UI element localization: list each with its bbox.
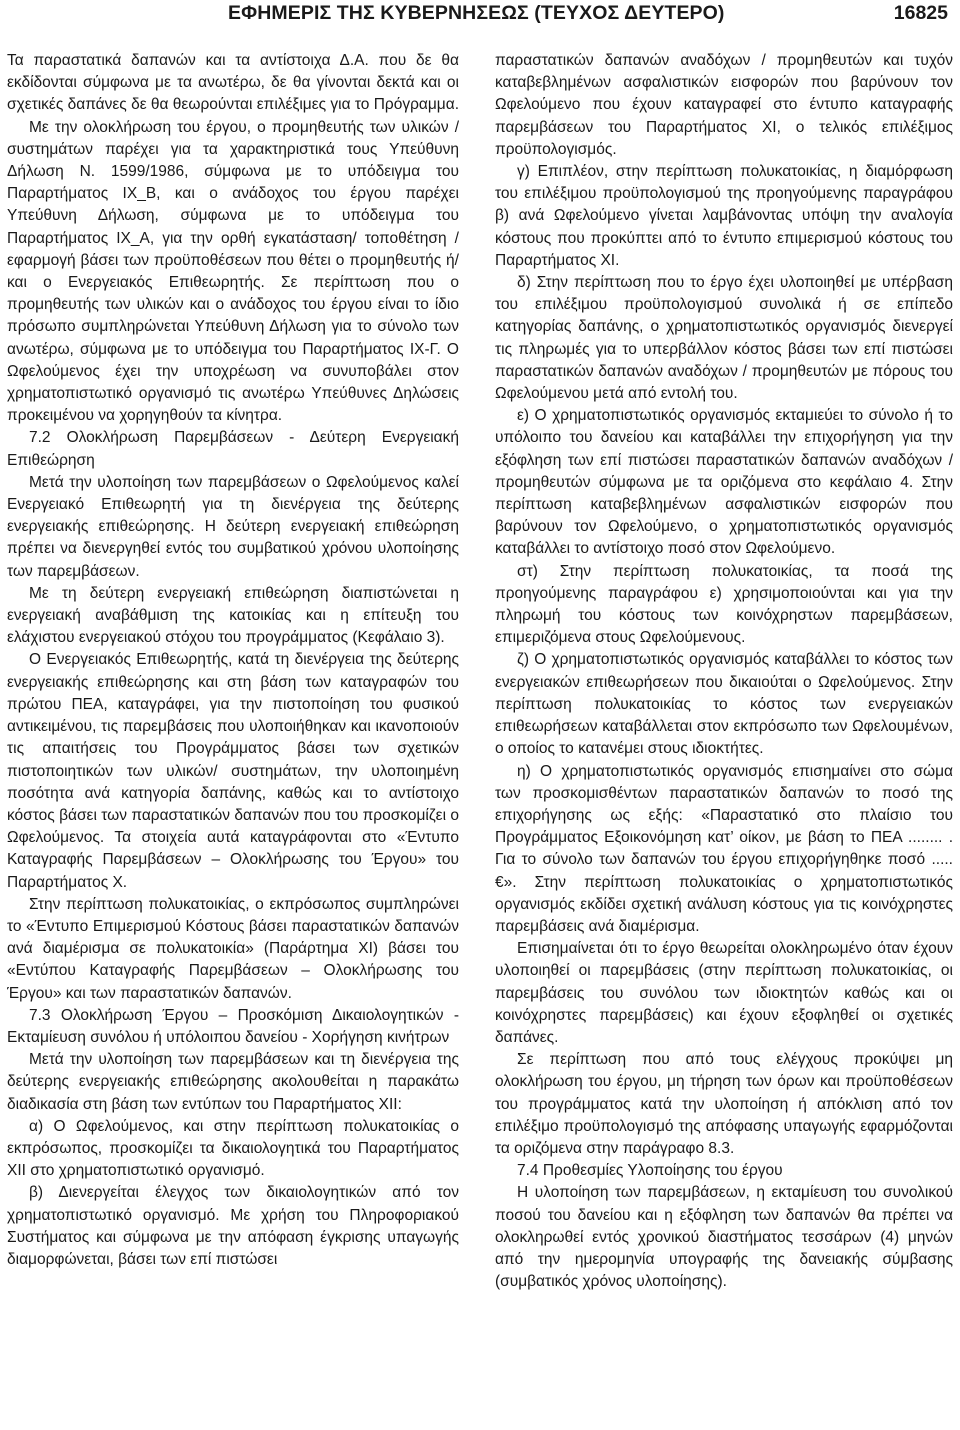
paragraph: Η υλοποίηση των παρεμβάσεων, η εκταμίευση του συνολικού ποσού του δανείου και η εξόφληση των δαπανών θα πρέπει να ολοκληρωθεί εντός χρονικού διαστήματος τεσσάρων (4) μηνών από την ημερομηνία υπογραφής της δανειακής σύμβασης (συμβατικός χρόνος υλοποίησης). (495, 1184, 953, 1291)
list-item-z: ζ) Ο χρηματοπιστωτικός οργανισμός καταβάλλει το κόστος των ενεργειακών επιθεωρήσεων που δικαιούται ο Ωφελούμενος. Στην περίπτωση πολυκατοικίας το κόστος των ενεργειακών επιθεωρήσεων καταβάλλεται στον εκπρόσωπο των Ωφελουμένων, ο οποίος το κατανέμει στους ιδιοκτήτες. (495, 651, 953, 758)
paragraph: Μετά την υλοποίηση των παρεμβάσεων ο Ωφελούμενος καλεί Ενεργειακό Επιθεωρητή για τη διενέργεια της δεύτερης ενεργειακής επιθεώρησης. Η δεύτερη ενεργειακή επιθεώρηση πρέπει να διενεργηθεί εντός του συμβατικού χρόνου υλοποίησης των παρεμβάσεων. (7, 473, 459, 580)
page-header (0, 0, 960, 44)
left-column (7, 50, 459, 1426)
list-item-b: β) Διενεργείται έλεγχος των δικαιολογητικών από τον χρηματοπιστωτικό οργανισμό. Με χρήση του Πληροφοριακού Συστήματος και σύμφωνα με την απόφαση έγκρισης υπαγωγής διαμορφώνεται, βάσει των επί πιστώσει (7, 1184, 459, 1268)
page-number: 16825 (893, 2, 948, 24)
list-item-e: ε) Ο χρηματοπιστωτικός οργανισμός εκταμιεύει το σύνολο ή το υπόλοιπο του δανείου και καταβάλλει την επιχορήγηση για την εξόφληση των επί πιστώσει παραστατικών δαπανών αναδόχων / προμηθευτών σύμφωνα με τα οριζόμενα στο κεφάλαιο 4. Στην περίπτωση καταβεβλημένων ασφαλιστικών εισφορών που βαρύνουν τον Ωφελούμενο, ο χρηματοπιστωτικός οργανισμός καταβάλλει το αντίστοιχο ποσό στον Ωφελούμενο. (495, 407, 953, 558)
section-heading-7-3: 7.3 Ολοκλήρωση Έργου – Προσκόμιση Δικαιολογητικών - Εκταμίευση συνόλου ή υπόλοιπου δανείου - Χορήγηση κινήτρων (7, 1006, 459, 1046)
paragraph: Με την ολοκλήρωση του έργου, ο προμηθευτής των υλικών / συστημάτων παρέχει για τα χαρακτηριστικά τους Υπεύθυνη Δήλωση Ν. 1599/1986, σύμφωνα με το υπόδειγμα του Παραρτήματος ΙΧ_Β, και ο ανάδοχος του έργου παρέχει Υπεύθυνη Δήλωση, σύμφωνα με το υπόδειγμα του Παραρτήματος ΙΧ_Α, για την ορθή εγκατάσταση/ τοποθέτηση / εφαρμογή βάσει των προϋποθέσεων που θέτει ο προμηθευτής ή/και ο Ενεργειακός Επιθεωρητής. Σε περίπτωση που ο προμηθευτής των υλικών και ο ανάδοχος του έργου είναι το ίδιο πρόσωπο συμπληρώνεται Υπεύθυνη Δήλωση για το σύνολο των ανωτέρω, σύμφωνα με το υπόδειγμα του Παραρτήματος ΙΧ-Γ. Ο Ωφελούμενος έχει την υποχρέωση να συνυποβάλει στον χρηματοπιστωτικό οργανισμό τις ανωτέρω Υπεύθυνες Δηλώσεις προκειμένου να χορηγηθούν τα κίνητρα. (7, 118, 459, 425)
list-item-c: γ) Επιπλέον, στην περίπτωση πολυκατοικίας, η διαμόρφωση του επιλέξιμου προϋπολογισμού της προηγούμενης παραγράφου β) ανά Ωφελούμενο γίνεται λαμβάνοντας υπόψη την αναλογία κόστους που προκύπτει από το έντυπο επιμερισμού κόστους του Παραρτήματος ΧΙ. (495, 163, 953, 269)
section-heading-7-4: 7.4 Προθεσμίες Υλοποίησης του έργου (517, 1162, 783, 1180)
paragraph: Με τη δεύτερη ενεργειακή επιθεώρηση διαπιστώνεται η ενεργειακή αναβάθμιση της κατοικίας και η επίτευξη του ελάχιστου ενεργειακού στόχου του προγράμματος (Κεφάλαιο 3). (7, 584, 459, 647)
paragraph: παραστατικών δαπανών αναδόχων / προμηθευτών και τυχόν καταβεβλημένων ασφαλιστικών εισφορών που βαρύνουν τον Ωφελούμενο που έχουν καταγραφεί στο έντυπο καταγραφής παρεμβάσεων του Παραρτήματος ΧΙ, ο τελικός επιλέξιμος προϋπολογισμός. (495, 52, 953, 158)
list-item-d: δ) Στην περίπτωση που το έργο έχει υλοποιηθεί με υπέρβαση του επιλέξιμου προϋπολογισμού συνολικά ή σε επίπεδο κατηγορίας δαπάνης, ο χρηματοπιστωτικός οργανισμός διενεργεί τις πληρωμές για το υπερβάλλον κόστος βάσει των επί πιστώσει παραστατικών δαπανών αναδόχων / προμηθευτών με πόρους του Ωφελούμενου μετά από εντολή του. (495, 274, 953, 403)
paragraph: Μετά την υλοποίηση των παρεμβάσεων και τη διενέργεια της δεύτερης ενεργειακής επιθεώρησης ακολουθείται η παρακάτω διαδικασία στη βάση των εντύπων του Παραρτήματος ΧΙΙ: (7, 1051, 459, 1113)
gazette-title: ΕΦΗΜΕΡΙΣ ΤΗΣ ΚΥΒΕΡΝΗΣΕΩΣ (ΤΕΥΧΟΣ ΔΕΥΤΕΡΟ) (228, 2, 725, 24)
right-column (495, 50, 953, 1426)
paragraph: Τα παραστατικά δαπανών και τα αντίστοιχα Δ.Α. που δε θα εκδίδονται σύμφωνα με τα ανωτέρω, δε θα γίνονται δεκτά και οι σχετικές δαπάνες δε θα θεωρούνται επιλέξιμες για το Πρόγραμμα. (7, 52, 459, 114)
paragraph: Σε περίπτωση που από τους ελέγχους προκύψει μη ολοκλήρωση του έργου, μη τήρηση των όρων και προϋποθέσεων του προγράμματος κατά την υλοποίηση ή απόκλιση από τον επιλέξιμο προϋπολογισμό της απόφασης υπαγωγής εφαρμόζονται τα οριζόμενα στην παράγραφο 8.3. (495, 1051, 953, 1157)
paragraph: Επισημαίνεται ότι το έργο θεωρείται ολοκληρωμένο όταν έχουν υλοποιηθεί οι παρεμβάσεις (στην περίπτωση πολυκατοικίας, οι παρεμβάσεις του συνόλου των ιδιοκτητών καθώς και οι κοινόχρηστες παρεμβάσεις) και έχουν εξοφληθεί οι σχετικές δαπάνες. (495, 940, 953, 1046)
list-item-a: α) Ο Ωφελούμενος, και στην περίπτωση πολυκατοικίας ο εκπρόσωπος, προσκομίζει τα δικαιολογητικά του Παραρτήματος ΧΙΙ στο χρηματοπιστωτικό οργανισμό. (7, 1117, 459, 1180)
list-item-st: στ) Στην περίπτωση πολυκατοικίας, τα ποσά της προηγούμενης παραγράφου ε) χρησιμοποιούνται και για την πληρωμή του κόστους των κοινόχρηστων παρεμβάσεων, επιμεριζόμενα στους Ωφελούμενους. (495, 562, 953, 647)
paragraph: Ο Ενεργειακός Επιθεωρητής, κατά τη διενέργεια της δεύτερης ενεργειακής επιθεώρησης και στη βάση των καταγραφών του πρώτου ΠΕΑ, καταγράφει, για την πιστοποίηση του φυσικού αντικειμένου, τις παρεμβάσεις που υλοποιήθηκαν και ικανοποιούν τις απαιτήσεις του Προγράμματος βάσει των σχετικών πιστοποιητικών των υλικών/ συστημάτων, την υλοποιημένη ποσότητα ανά κατηγορία δαπάνης, καθώς και το αντίστοιχο κόστος βάσει των παραστατικών δαπανών που του προσκομίζει ο Ωφελούμενος. Τα στοιχεία αυτά καταγράφονται στο «Έντυπο Καταγραφής Παρεμβάσεων – Ολοκλήρωσης του Έργου» του Παραρτήματος Χ. (7, 651, 459, 891)
paragraph: Στην περίπτωση πολυκατοικίας, ο εκπρόσωπος συμπληρώνει το «Έντυπο Επιμερισμού Κόστους βάσει παραστατικών δαπανών ανά διαμέρισμα σε πολυκατοικία» (Παράρτημα ΧΙ) βάσει του «Εντύπου Καταγραφής Παρεμβάσεων – Ολοκλήρωσης του Έργου» και των παραστατικών δαπανών. (7, 895, 459, 1002)
section-heading-7-2: 7.2 Ολοκλήρωση Παρεμβάσεων - Δεύτερη Ενεργειακή Επιθεώρηση (7, 429, 459, 469)
list-item-h: η) Ο χρηματοπιστωτικός οργανισμός επισημαίνει στο σώμα των προσκομισθέντων παραστατικών δαπανών το ποσό της επιχορήγησης ως εξής: «Παραστατικό στο πλαίσιο του Προγράμματος Εξοικονόμηση κατ’ οίκον, με βάση το ΠΕΑ ........ . Για το σύνολο των δαπανών του έργου επιχορήγηθηκε ποσό ..... €». Στην περίπτωση πολυκατοικίας ο χρηματοπιστωτικός οργανισμός εκδίδει σχετική ανάλυση κόστους για τις κοινόχρηστες παρεμβάσεις ανά διαμέρισμα. (495, 762, 953, 935)
